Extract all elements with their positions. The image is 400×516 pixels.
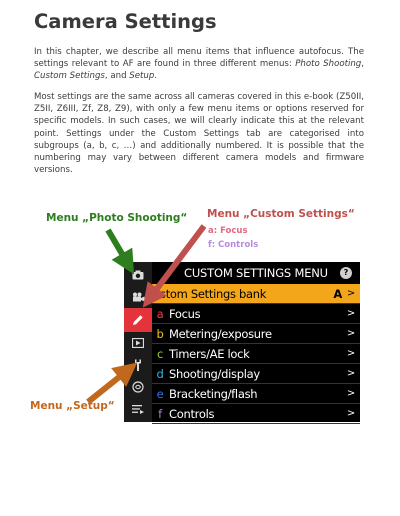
menu-header-title: CUSTOM SETTINGS MENU [184,266,328,280]
chevron-right-icon: > [346,328,355,339]
chevron-right-icon: > [346,308,355,319]
menu-row-letter: d [156,366,164,381]
intro-menu-setup: Setup [129,71,155,82]
label-controls-group: f: Controls [208,240,259,250]
intro-end: . [154,71,158,82]
models-paragraph: Most settings are the same across all cameras covered in this e-book (Z50II, Z5II, Z6III, Zf, Z8, Z9), with only a few menu items or options reserved for specific models. In such cases, we will clearly indicate this at the relevant point. Settings under the Custom Settings tab are categorised into subgroups (a, b, c, …) and additionally numbered. It is possible that the numbering may vary between different camera models and firmware versions. [34,92,364,176]
menu-row-letter: e [156,386,164,401]
intro-menu-photo-shooting: Photo Shooting [295,59,362,70]
menu-row-letter: a [156,306,164,321]
menu-row-label: Bracketing/flash [169,386,258,401]
menu-row-label: Metering/exposure [169,326,272,341]
chevron-right-icon: > [346,368,355,379]
chevron-right-icon: > [346,348,355,359]
menu-row-label: Shooting/display [169,366,260,381]
intro-text: In this chapter, we describe all menu items that influence autofocus. The settings relevant to AF are found in three different menus: [34,47,364,70]
label-photo-shooting-menu: Menu „Photo Shooting“ [46,212,188,224]
arrow-to-setup-tab [88,370,128,402]
menu-row-letter: b [156,326,164,341]
intro-separator: , [361,59,364,70]
arrow-to-custom-settings-tab [150,226,204,298]
menu-row-label: stom Settings bank [160,286,267,301]
help-icon[interactable]: ? [340,267,352,279]
chevron-right-icon: > [346,288,355,299]
chevron-right-icon: > [346,408,355,419]
label-custom-settings-menu: Menu „Custom Settings“ [207,208,355,220]
chevron-right-icon: > [346,388,355,399]
menu-row-label: Focus [169,306,201,321]
intro-separator: , and [104,71,130,82]
page-title: Camera Settings [34,10,217,33]
arrow-to-photo-shooting-tab [108,230,128,264]
intro-menu-custom-settings: Custom Settings [34,71,105,82]
menu-row-label: Controls [169,406,215,421]
label-focus-group: a: Focus [208,226,248,236]
label-setup-menu: Menu „Setup“ [30,400,115,412]
menu-row-letter: f [158,406,162,421]
menu-row-value: A [333,286,342,301]
menu-row-label: Timers/AE lock [169,346,250,361]
menu-row-letter: c [156,346,164,361]
